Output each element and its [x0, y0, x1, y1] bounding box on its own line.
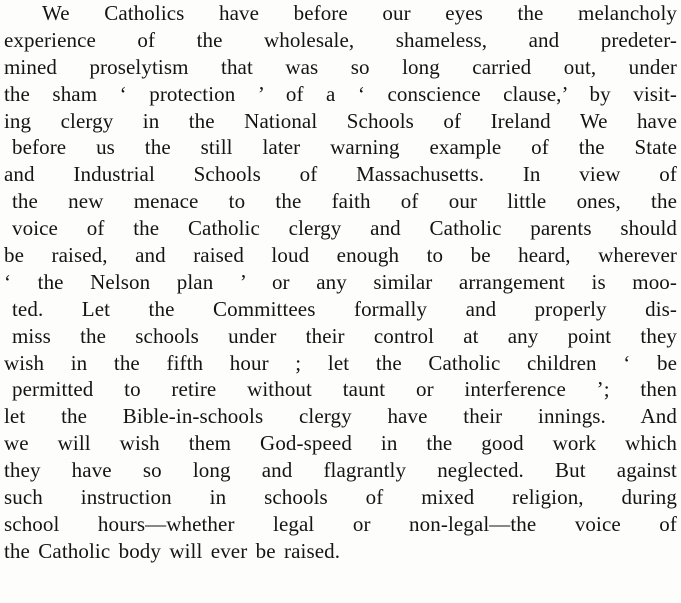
- text-line: We Catholics have before our eyes the melancholy: [42, 1, 677, 25]
- text-line: voice of the Catholic clergy and Catholic parents should: [12, 216, 677, 241]
- text-line: the new menace to the faith of our little ones, the: [12, 189, 677, 214]
- text-line: such instruction in schools of mixed religion, during: [4, 485, 677, 510]
- text-line: school hours—whether legal or non-legal—the voice of: [4, 511, 677, 536]
- text-line: be raised, and raised loud enough to be heard, wherever: [4, 243, 677, 268]
- text-line: the Catholic body will ever be raised.: [4, 538, 341, 563]
- text-line: ing clergy in the National Schools of Ireland We have: [4, 108, 677, 133]
- text-line: permitted to retire without taunt or interference ’; then: [12, 377, 677, 402]
- text-line: let the Bible-in-schools clergy have their innings. And: [4, 404, 677, 429]
- text-line: they have so long and flagrantly neglected. But against: [4, 458, 677, 483]
- article-paragraph: [4, 0, 677, 565]
- text-line: and Industrial Schools of Massachusetts. In view of: [4, 162, 677, 187]
- text-line: the sham ‘ protection ’ of a ‘ conscience clause,’ by visit-: [4, 81, 677, 106]
- text-line: ‘ the Nelson plan ’ or any similar arrangement is moo-: [4, 269, 677, 294]
- text-line: experience of the wholesale, shameless, and predeter-: [4, 27, 677, 52]
- text-line: wish in the fifth hour ; let the Catholic children ‘ be: [4, 350, 677, 375]
- text-line: before us the still later warning example of the State: [12, 135, 677, 160]
- text-line: mined proselytism that was so long carried out, under: [4, 54, 677, 79]
- text-line: we will wish them God-speed in the good work which: [4, 431, 677, 456]
- text-line: ted. Let the Committees formally and properly dis-: [12, 296, 677, 321]
- text-line: miss the schools under their control at any point they: [12, 323, 677, 348]
